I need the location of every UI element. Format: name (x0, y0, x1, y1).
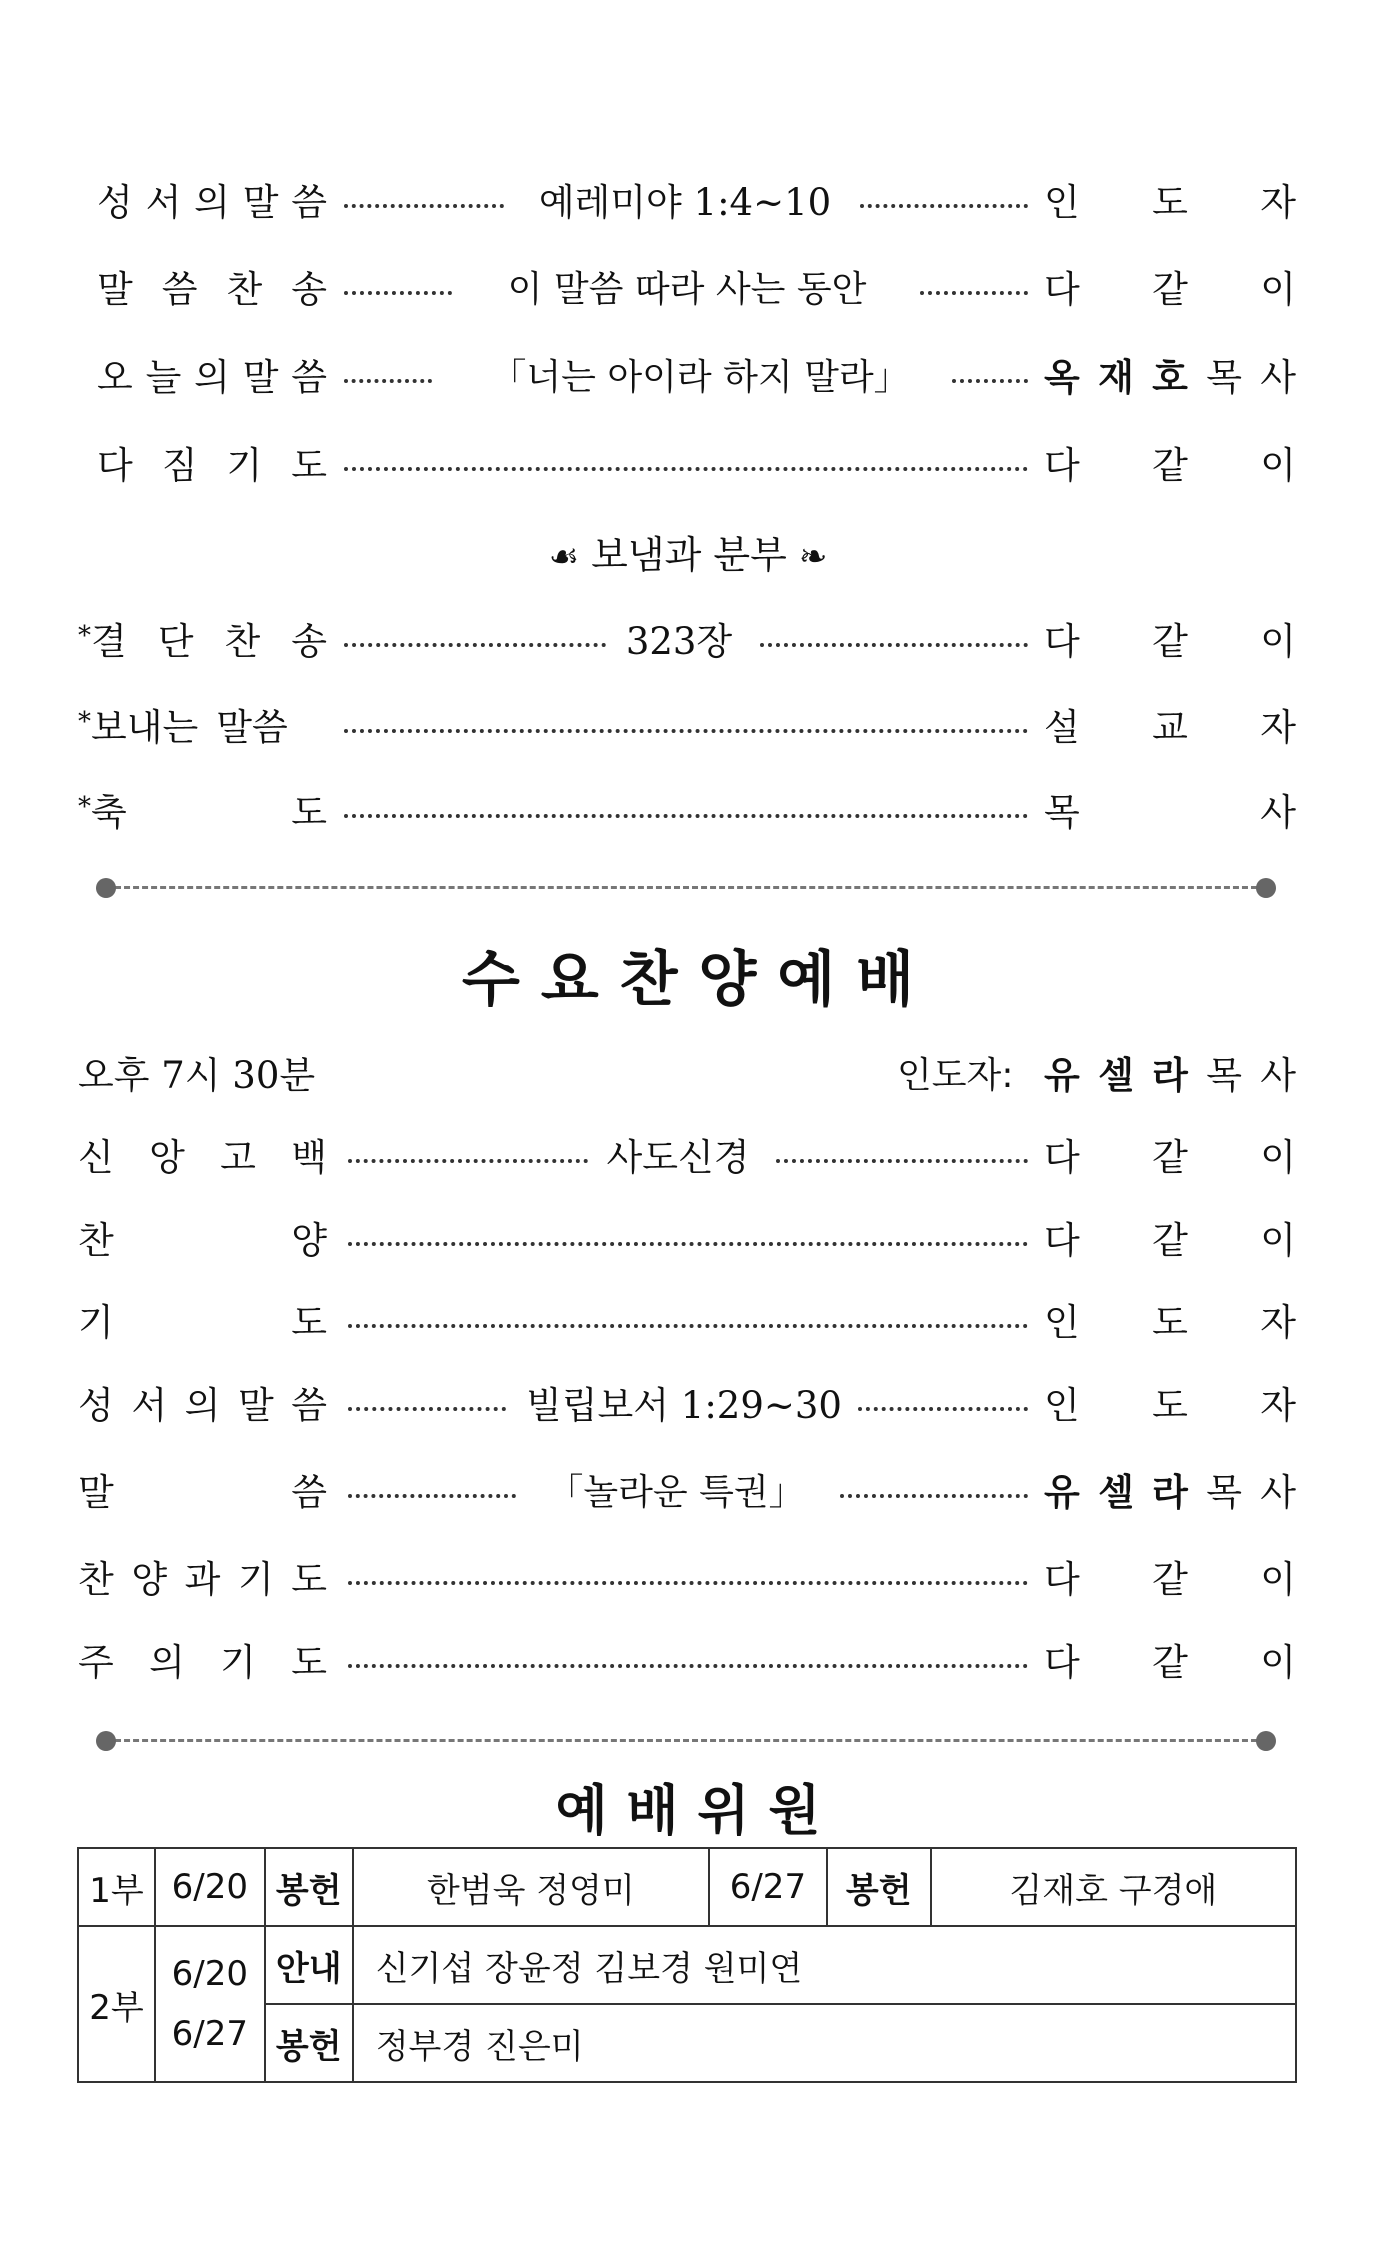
row-middle: 빌립보서 1:29~30 (526, 1384, 842, 1427)
row-label: *보내는 말씀 (78, 706, 288, 749)
role-cell: 봉헌 (265, 2004, 353, 2082)
service-cell: 1부 (78, 1848, 155, 1926)
leader-dots (348, 1407, 506, 1411)
date-cell: 6/27 (709, 1848, 827, 1926)
row-responsible: 유 셀 라 목 사 (1044, 1471, 1296, 1514)
leader-dots (348, 1324, 1028, 1328)
row-label: 기 도 (78, 1301, 327, 1344)
names-cell: 김재호 구경애 (931, 1848, 1296, 1926)
service-cell: 2부 (78, 1926, 155, 2082)
row-label: 오 늘 의 말 씀 (97, 356, 327, 399)
section-divider (96, 878, 1276, 898)
date-cell: 6/20 (155, 1848, 265, 1926)
date-a: 6/20 (171, 1954, 249, 1994)
order-row-prayer (0, 1293, 1376, 1353)
order-row-benediction (0, 783, 1376, 843)
leader-dots (344, 204, 504, 208)
row-label: 말 씀 (78, 1471, 327, 1514)
sending-heading-text: 보냄과 분부 (591, 533, 787, 577)
role-cell: 안내 (265, 1926, 353, 2004)
row-responsible: 다 같 이 (1044, 268, 1296, 311)
leader-dots (920, 291, 1028, 295)
leader-dots (952, 379, 1028, 383)
row-responsible: 설 교 자 (1044, 706, 1296, 749)
leader-name: 유 셀 라 목 사 (1044, 1054, 1296, 1097)
order-row-creed (0, 1128, 1376, 1188)
order-row-sermon (0, 1463, 1376, 1523)
names-cell: 신기섭 장윤정 김보경 원미연 (353, 1926, 1296, 2004)
row-middle: 사도신경 (606, 1136, 750, 1179)
row-label: 성 서 의 말 씀 (78, 1384, 327, 1427)
row-responsible: 다 같 이 (1044, 620, 1296, 663)
section-divider (96, 1731, 1276, 1751)
row-label: 말 씀 찬 송 (97, 268, 327, 311)
leader-label: 인도자: (897, 1055, 1014, 1096)
role-cell: 봉헌 (265, 1848, 353, 1926)
leader-dots (348, 1159, 588, 1163)
order-row-praise-prayer (0, 1550, 1376, 1610)
committee-title: 예 배 위 원 (555, 1779, 821, 1842)
row-label: 신 앙 고 백 (78, 1136, 327, 1179)
order-row-scripture (0, 1376, 1376, 1436)
order-row-hymn (0, 260, 1376, 320)
role-cell: 봉헌 (827, 1848, 931, 1926)
row-middle: 예레미야 1:4~10 (538, 181, 832, 224)
leader-dots (348, 1581, 1028, 1585)
leader-dots (860, 204, 1028, 208)
order-row-sending-word (0, 698, 1376, 758)
row-responsible: 다 같 이 (1044, 1558, 1296, 1601)
row-label: *축 도 (78, 791, 327, 834)
committee-table (77, 1847, 1297, 2083)
row-middle: 「놀라운 특권」 (547, 1472, 805, 1513)
ornament-left-icon: ☙ (548, 537, 580, 577)
row-responsible: 다 같 이 (1044, 444, 1296, 487)
row-label: *결 단 찬 송 (78, 620, 327, 663)
leader-dots (344, 379, 432, 383)
row-responsible: 인 도 자 (1044, 181, 1296, 224)
leader-dots (344, 729, 1028, 733)
wednesday-time-row (0, 1046, 1376, 1106)
leader-dots (344, 814, 1028, 818)
row-label: 찬 양 (78, 1219, 327, 1262)
leader-dots (858, 1407, 1028, 1411)
order-row-sermon (0, 348, 1376, 408)
order-row-praise (0, 1211, 1376, 1271)
dates-cell (155, 1926, 265, 2082)
leader-dots (348, 1494, 516, 1498)
row-responsible: 옥 재 호 목 사 (1044, 356, 1296, 399)
row-responsible: 인 도 자 (1044, 1384, 1296, 1427)
leader-dots (840, 1494, 1028, 1498)
row-label: 찬 양 과 기 도 (78, 1558, 327, 1601)
table-row (78, 1926, 1296, 2004)
row-middle: 323장 (625, 620, 733, 663)
leader-dots (344, 643, 606, 647)
leader-dots (760, 643, 1028, 647)
leader-dots (348, 1664, 1028, 1668)
table-row (78, 1848, 1296, 1926)
leader-dots (348, 1242, 1028, 1246)
leader-dots (776, 1159, 1028, 1163)
wednesday-title: 수 요 찬 양 예 배 (461, 945, 915, 1015)
leader-dots (344, 291, 452, 295)
row-responsible: 다 같 이 (1044, 1136, 1296, 1179)
row-responsible: 다 같 이 (1044, 1219, 1296, 1262)
row-label: 다 짐 기 도 (97, 444, 327, 487)
row-label: 주 의 기 도 (78, 1641, 327, 1684)
order-row-lords-prayer (0, 1633, 1376, 1693)
date-b: 6/27 (171, 2014, 249, 2054)
sending-heading (0, 525, 1376, 585)
row-responsible: 인 도 자 (1044, 1301, 1296, 1344)
order-row-prayer (0, 436, 1376, 496)
row-middle: 「너는 아이라 하지 말라」 (490, 357, 910, 398)
row-responsible: 목 사 (1044, 791, 1296, 834)
row-middle: 이 말씀 따라 사는 동안 (507, 269, 867, 310)
order-row-scripture (0, 173, 1376, 233)
ornament-right-icon: ❧ (798, 537, 828, 577)
service-time: 오후 7시 30분 (78, 1054, 316, 1097)
names-cell: 한범욱 정영미 (353, 1848, 709, 1926)
row-label: 성 서 의 말 씀 (97, 181, 327, 224)
leader-dots (344, 467, 1028, 471)
order-row-closing-hymn (0, 612, 1376, 672)
names-cell: 정부경 진은미 (353, 2004, 1296, 2082)
row-responsible: 다 같 이 (1044, 1641, 1296, 1684)
